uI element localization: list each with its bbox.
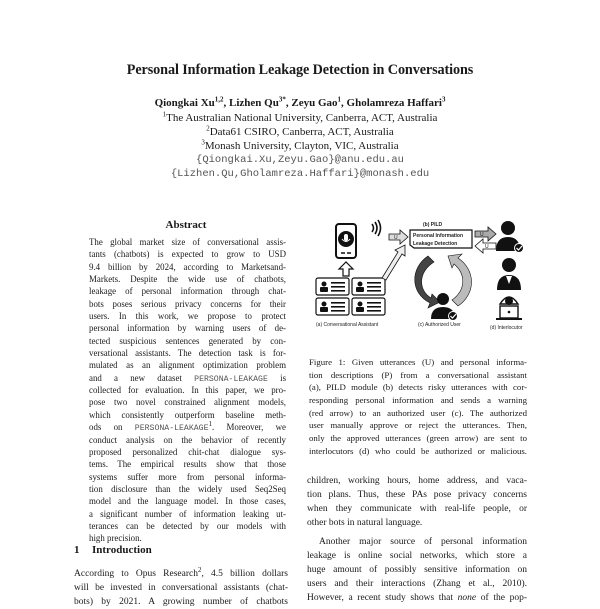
author-name: Qiongkai Xu xyxy=(154,97,215,109)
abstract-line: bots poses serious privacy concerns for their xyxy=(89,298,286,309)
abstract-line: tants (chatbots) is expected to grow to USD xyxy=(89,249,286,260)
arrow-right-icon xyxy=(389,230,408,244)
body-line: other bots in natural language. xyxy=(307,518,423,528)
author-separator: , xyxy=(285,97,292,109)
author-affil-mark: 3 xyxy=(441,95,446,104)
email-line: {Lizhen.Qu,Gholamreza.Haffari}@monash.edu xyxy=(170,168,430,180)
caption-line: user manually approve or reject the utterances. Then, xyxy=(309,420,527,431)
interlocutor-authorized-icon xyxy=(496,221,524,253)
body-line: tion plans. Thus, these PAs pose privacy concerns xyxy=(307,490,527,500)
author-name: Zeyu Gao xyxy=(291,97,338,109)
section-title: Introduction xyxy=(92,544,152,556)
dataset-name: PERSONA-LEAKAGE xyxy=(194,374,268,384)
abstract-line: mulated as an alignment optimization problem xyxy=(89,360,286,371)
email-line: {Qiongkai.Xu,Zeyu.Gao}@anu.edu.au xyxy=(196,154,404,166)
abstract-text: . Moreover, we xyxy=(212,422,286,433)
abstract-line: leakage of personal information through chat- xyxy=(89,286,286,297)
abstract-line: The global market size of conversational assis- xyxy=(89,237,286,247)
body-line xyxy=(307,591,527,605)
abstract-line: tion disclosure than the widely used Seq2Seq xyxy=(89,483,286,494)
figure-label-d: (d) Interlocutor xyxy=(490,325,523,331)
caption-line: responding personal information and sends a warning xyxy=(309,395,527,406)
body-line: Another major source of personal information xyxy=(319,537,527,547)
abstract-line: systems suffer more from personal informa- xyxy=(89,471,286,482)
affil-mark: 1 xyxy=(162,110,167,119)
introduction-body xyxy=(74,567,288,609)
module-label-line: Personal Information xyxy=(413,233,464,239)
affil-text: Monash University, Clayton, VIC, Australia xyxy=(204,140,399,152)
warning-arrow-icon xyxy=(415,256,440,308)
abstract-text: and a new dataset xyxy=(89,372,182,383)
footnote-mark[interactable]: 1 xyxy=(208,420,212,429)
section-number: 1 xyxy=(74,544,80,556)
body-line: when they communicate with real-life people, or xyxy=(307,504,527,514)
abstract-line: conduct analysis on the behavior of recently xyxy=(89,434,286,445)
author-affil-mark: 1 xyxy=(337,95,342,104)
body-line: huge amount of possibly sensitive information on xyxy=(307,565,527,575)
body-text: , 4.5 billion dollars xyxy=(201,569,288,579)
caption-line: (a), PILD module (b) detects risky utterances with cor- xyxy=(309,382,527,393)
abstract-line: model and the language model. In those cases, xyxy=(89,496,286,507)
abstract-line: high precision. xyxy=(89,533,142,544)
abstract-line: 9.4 billion by 2024, according to Marketsand- xyxy=(89,261,286,272)
abstract-line: tems. The empirical results show that those xyxy=(89,459,286,470)
abstract-heading: Abstract xyxy=(165,219,207,231)
caption-line: Figure 1: Given utterances (U) and personal informa- xyxy=(309,357,527,367)
interlocutor-person-icon xyxy=(497,258,521,290)
arrow-label: U xyxy=(485,244,489,250)
abstract-line: collected for evaluation. In this paper, we pro- xyxy=(89,385,286,396)
dataset-name: PERSONA-LEAKAGE xyxy=(134,424,209,434)
figure-1 xyxy=(310,218,528,336)
body-text: According to Opus Research xyxy=(74,569,198,579)
affiliation xyxy=(0,139,600,153)
author-name: Lizhen Qu xyxy=(229,97,279,109)
affiliation xyxy=(0,125,600,139)
sound-wave-icon xyxy=(372,220,381,236)
emphasis-text: none xyxy=(457,593,477,603)
author-separator: , xyxy=(341,97,347,109)
body-line: leakage is online social networks, which store a xyxy=(307,551,527,561)
affil-mark: 3 xyxy=(201,138,205,147)
body-line xyxy=(74,567,288,581)
abstract-line: users. In this work, we propose to protect xyxy=(89,311,286,322)
abstract-line: proposed personalized chit-chat dialogue sys- xyxy=(89,446,286,457)
caption-line: interlocutors (d) who could be authorized or malicious. xyxy=(309,445,527,456)
affil-text: The Australian National University, Canberra, ACT, Australia xyxy=(166,112,438,124)
abstract-text: is xyxy=(280,372,287,383)
figure-caption xyxy=(309,356,527,458)
abstract-body xyxy=(89,236,286,545)
paper-title: Personal Information Leakage Detection in Conversations xyxy=(126,62,474,78)
affiliation xyxy=(0,111,600,125)
body-line: will be invested in conversational assistants (chat- xyxy=(74,583,288,593)
abstract-line xyxy=(89,421,286,433)
abstract-line: Markets. Despite the wide use of chatbots, xyxy=(89,274,286,285)
body-text: However, a recent study shows that xyxy=(307,593,458,603)
abstract-line: terances can be detected by our models with xyxy=(89,520,286,531)
arrow-right-icon xyxy=(475,227,496,241)
author-name: Gholamreza Haffari xyxy=(346,97,442,109)
affil-mark: 2 xyxy=(206,124,210,133)
author-list xyxy=(0,97,600,109)
author-separator: , xyxy=(223,97,230,109)
section-heading-introduction xyxy=(74,544,152,556)
abstract-text: ods on xyxy=(89,422,123,433)
body-text: of the pop- xyxy=(476,593,527,603)
arrow-label: U xyxy=(394,235,398,241)
caption-line: (red arrow) to an authorized user (c). The authorized xyxy=(309,407,527,418)
figure-label-c: (c) Authorized User xyxy=(418,322,461,328)
abstract-line xyxy=(89,372,286,384)
module-tag: (b) PILD xyxy=(423,222,443,228)
affil-text: Data61 CSIRO, Canberra, ACT, Australia xyxy=(209,126,394,138)
abstract-line: personal information by warning users of de- xyxy=(89,323,286,334)
abstract-line: tected suspicious sentences generated by con- xyxy=(89,335,286,346)
figure-label-a: (a) Conversational Assistant xyxy=(316,322,379,328)
caption-line: only the approved utterances (green arrow) are sent to xyxy=(309,433,527,444)
abstract-line: pose two novel constrained alignment models, xyxy=(89,397,286,408)
footnote-mark[interactable]: 2 xyxy=(197,565,202,574)
abstract-line: a significant number of information leaking ut- xyxy=(89,508,286,519)
interlocutor-hacker-icon xyxy=(496,297,522,320)
body-line: users and their interactions (Zhang et al., 2010). xyxy=(307,579,527,589)
body-line: children, working hours, home address, and vaca- xyxy=(307,476,527,486)
author-affil-mark: 3* xyxy=(278,95,286,104)
right-column-body xyxy=(307,474,527,605)
arrow-up-icon xyxy=(339,262,353,276)
approval-arrow-icon xyxy=(448,254,472,306)
phone-mic-icon xyxy=(336,224,356,258)
abstract-line: which consistently outperform baseline meth- xyxy=(89,409,286,420)
body-line: bots) by 2021. A growing number of chatbots xyxy=(74,597,288,607)
pipeline-diagram xyxy=(310,218,528,336)
arrow-label: U xyxy=(480,232,484,238)
arrow-diagonal-icon xyxy=(382,245,405,280)
caption-line: tion descriptions (P) from a conversational assistant xyxy=(309,369,527,380)
author-affil-mark: 1,2 xyxy=(214,95,224,104)
module-label-line: Leakage Detection xyxy=(413,241,458,247)
abstract-line: versational assistants. The detection task is for- xyxy=(89,348,286,359)
